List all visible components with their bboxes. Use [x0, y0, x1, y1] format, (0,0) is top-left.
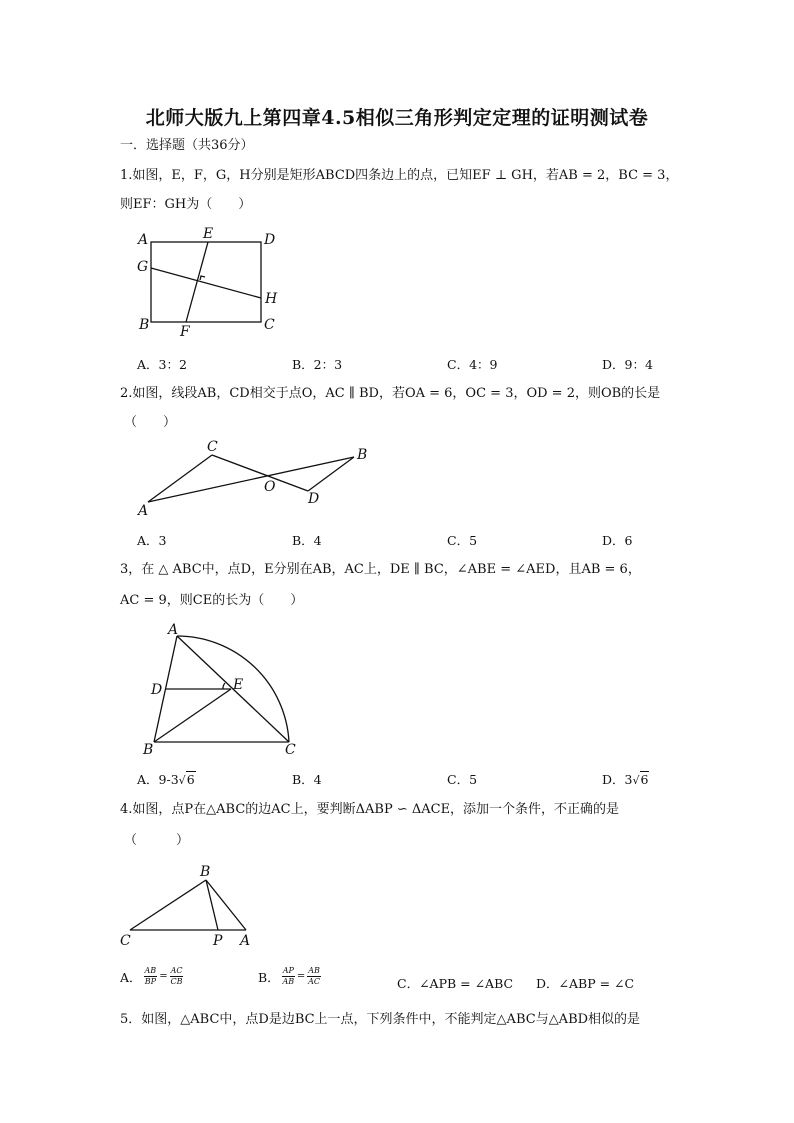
q4-option-c: C．∠APB = ∠ABC [397, 976, 514, 991]
q2-figure [130, 435, 380, 520]
q2-text-line1: 2.如图，线段AB，CD相交于点O，AC ∥ BD，若OA = 6，OC = 3，OD = 2，则OB的长是 [120, 386, 661, 401]
q4-option-b: B． $\frac{AP}{AB}$ = $\frac{AB}{AC}$ [258, 966, 321, 986]
q4-text-line2: （ ） [124, 833, 190, 848]
q1-label-e: E [203, 226, 214, 242]
q5-text-line1: 5．如图，△ABC中，点D是边BC上一点，下列条件中，不能判定△ABC与△ABD相似的是 [120, 1012, 641, 1027]
q2-label-b: B [357, 447, 368, 463]
q2-segment-cd [212, 455, 308, 491]
q1-option-d: D．9：4 [602, 357, 653, 372]
q1-segment-gh [151, 268, 261, 298]
q1-right-angle-mark [200, 276, 205, 280]
q4-option-a-fraction-right: $\frac{AC}{CB}$ [170, 966, 183, 986]
q3-label-c: C [285, 742, 296, 758]
q3-figure [130, 618, 310, 763]
q1-label-d: D [264, 232, 276, 248]
q3-option-d: D．3√6 [602, 772, 649, 787]
q3-option-c: C．5 [447, 772, 478, 787]
q2-label-o: O [264, 479, 276, 495]
q1-text-line2: 则EF：GH为（ ） [120, 197, 252, 212]
q3-angle-mark [223, 683, 225, 689]
q2-option-d: D．6 [602, 533, 633, 548]
page-title: 北师大版九上第四章4.5相似三角形判定定理的证明测试卷 [145, 107, 649, 129]
q4-label-a: A [240, 933, 251, 949]
q1-label-g: G [137, 259, 149, 275]
q2-option-a: A．3 [137, 533, 167, 548]
q3-label-e: E [233, 677, 244, 693]
q1-rectangle-abcd [151, 242, 261, 322]
q4-option-a: A． $\frac{AB}{BP}$ = $\frac{AC}{CB}$ [120, 966, 183, 986]
q3-text-line2: AC = 9，则CE的长为（ ） [120, 593, 304, 608]
q1-label-h: H [265, 291, 278, 307]
q1-figure [130, 225, 290, 345]
q1-option-b: B．2：3 [292, 357, 343, 372]
q2-option-c: C．5 [447, 533, 478, 548]
q1-option-a: A．3：2 [137, 357, 187, 372]
q4-option-a-fraction-left: $\frac{AB}{BP}$ [144, 966, 157, 986]
q1-label-b: B [139, 317, 150, 333]
q4-option-b-fraction-right: $\frac{AB}{AC}$ [308, 966, 321, 986]
q4-segment-cb [130, 880, 206, 930]
q4-text-line1: 4.如图，点P在△ABC的边AC上，要判断ΔABP ∽ ΔACE，添加一个条件，不正确的是 [120, 802, 620, 817]
q4-option-b-fraction-left: $\frac{AP}{AB}$ [282, 966, 295, 986]
q1-label-c: C [264, 317, 275, 333]
q2-label-a: A [138, 503, 149, 519]
q1-label-a: A [138, 232, 149, 248]
q3-segment-be [154, 689, 231, 742]
q3-label-b: B [143, 742, 154, 758]
q3-option-a-radicand: 6 [186, 772, 195, 787]
q4-label-p: P [213, 933, 223, 949]
q3-label-d: D [151, 682, 163, 698]
q2-label-d: D [308, 491, 320, 507]
q2-option-b: B．4 [292, 533, 322, 548]
q3-label-a: A [168, 622, 179, 638]
q4-option-d: D．∠ABP = ∠C [536, 976, 635, 991]
q4-figure [115, 858, 265, 953]
q1-option-c: C．4：9 [447, 357, 498, 372]
q2-label-c: C [207, 439, 218, 455]
q2-text-line2: （ ） [124, 415, 177, 430]
q4-label-c: C [120, 933, 131, 949]
q3-text-line1: 3，在 △ ABC中，点D，E分别在AB，AC上，DE ∥ BC，∠ABE = ∠AED，且AB = 6， [120, 562, 641, 577]
q4-label-b: B [200, 864, 211, 880]
q1-text-line1: 1.如图，E，F，G，H分别是矩形ABCD四条边上的点，已知EF ⊥ GH，若AB = 2，BC = 3， [120, 168, 679, 183]
q3-option-b: B．4 [292, 772, 322, 787]
q3-option-a: A．9-3√6 [137, 772, 195, 787]
q1-label-f: F [180, 324, 190, 340]
q3-option-d-radicand: 6 [640, 772, 649, 787]
section-heading: 一．选择题（共36分） [120, 138, 254, 153]
